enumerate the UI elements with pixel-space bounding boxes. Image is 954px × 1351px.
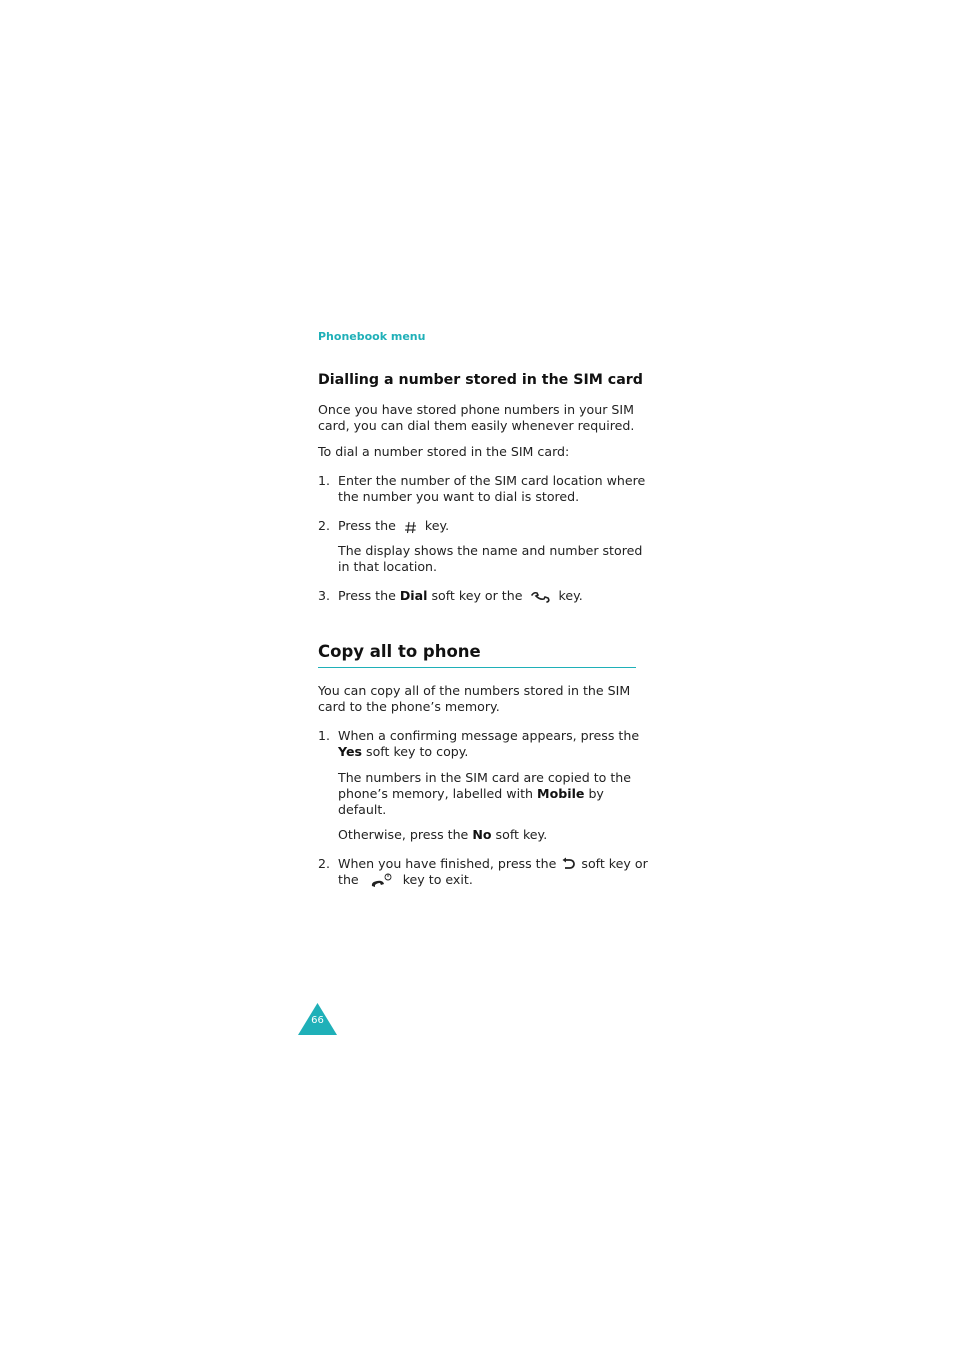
page-number: 66 <box>311 1015 324 1026</box>
heading-underline <box>318 667 636 668</box>
dial-step2-note-line1: The display shows the name and number stored <box>338 543 643 558</box>
copy-note-line2-post: by <box>588 786 604 801</box>
copy-step2-line2 <box>338 872 473 889</box>
yes-soft-key-label: Yes <box>338 744 363 759</box>
dial-step1-number: 1. <box>318 473 331 488</box>
dial-step3-pre: Press the <box>338 588 396 603</box>
end-power-key-icon <box>369 873 393 889</box>
dial-lead: To dial a number stored in the SIM card: <box>318 444 570 459</box>
copy-note-line2-pre: phone’s memory, labelled with <box>338 786 534 801</box>
copy-step1-line2-rest: soft key to copy. <box>366 744 469 759</box>
copy-step2-line1-post: soft key or <box>581 856 648 871</box>
dial-intro-line1: Once you have stored phone numbers in your SIM <box>318 402 634 417</box>
copy-note-line1: The numbers in the SIM card are copied to the <box>338 770 632 785</box>
dial-step2-post: key. <box>424 518 450 533</box>
mobile-label: Mobile <box>537 786 585 801</box>
copy-otherwise-post: soft key. <box>495 827 548 842</box>
dial-step3-line <box>338 588 583 604</box>
no-soft-key-label: No <box>472 827 492 842</box>
dial-step2-pre: Press the <box>338 518 396 533</box>
copy-note-line2 <box>338 786 604 802</box>
copy-step2-line2-pre: the <box>338 872 359 887</box>
copy-step1-line1: When a confirming message appears, press the <box>338 728 640 743</box>
dial-step3-number: 3. <box>318 588 331 603</box>
copy-intro-line1: You can copy all of the numbers stored in the SIM <box>318 683 631 698</box>
dial-step2-line <box>338 518 449 534</box>
section-heading-copy: Copy all to phone <box>318 642 481 661</box>
copy-intro-line2: card to the phone’s memory. <box>318 699 500 714</box>
copy-otherwise-line <box>338 827 547 843</box>
dial-step3-mid: soft key or the <box>431 588 523 603</box>
dial-step2-number: 2. <box>318 518 331 533</box>
copy-step1-line2 <box>338 744 468 760</box>
send-key-icon <box>531 591 551 603</box>
section-heading-dialling: Dialling a number stored in the SIM card <box>318 372 643 388</box>
dial-step1-line2: the number you want to dial is stored. <box>338 489 580 504</box>
dial-intro-line2: card, you can dial them easily whenever required. <box>318 418 635 433</box>
copy-step2-line2-post: key to exit. <box>402 872 473 887</box>
back-key-icon <box>561 857 576 872</box>
copy-otherwise-pre: Otherwise, press the <box>338 827 469 842</box>
copy-step1-number: 1. <box>318 728 331 743</box>
dial-step3-post: key. <box>558 588 583 603</box>
copy-step2-number: 2. <box>318 856 331 871</box>
dial-step2-note-line2: in that location. <box>338 559 438 574</box>
copy-step2-line1 <box>338 856 648 872</box>
copy-step2-line1-pre: When you have finished, press the <box>338 856 557 871</box>
copy-note-line3: default. <box>338 802 387 817</box>
hash-key-icon <box>404 520 417 534</box>
dial-step1-line1: Enter the number of the SIM card location where <box>338 473 646 488</box>
dial-soft-key-label: Dial <box>399 588 428 603</box>
running-header: Phonebook menu <box>318 330 426 343</box>
